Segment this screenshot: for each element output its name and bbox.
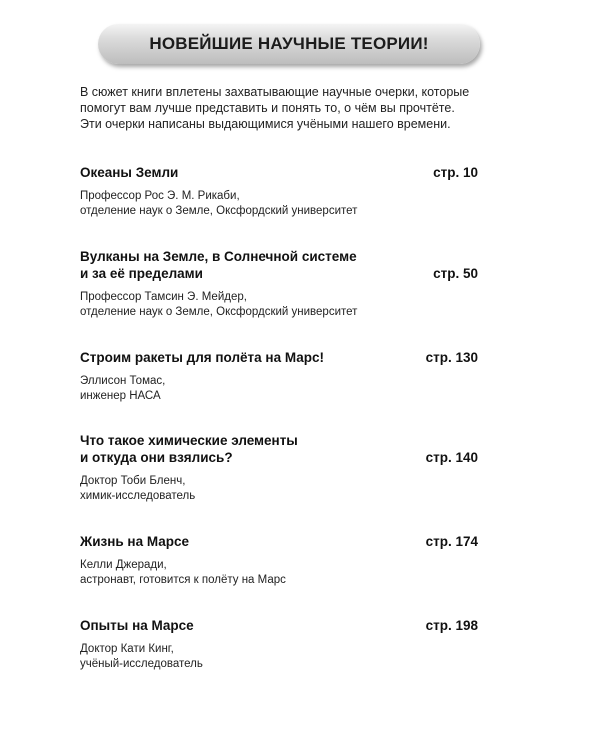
intro-line: Эти очерки написаны выдающимися учёными нашего времени.: [80, 117, 451, 131]
toc-entry-volcanoes: [80, 248, 478, 320]
entry-title-line: Вулканы на Земле, в Солнечной системе: [80, 249, 357, 264]
entry-title: [80, 533, 400, 550]
entry-author-line: химик-исследователь: [80, 490, 196, 502]
entry-author: [80, 374, 478, 404]
entry-author-line: инженер НАСА: [80, 390, 161, 402]
entry-author: [80, 474, 478, 504]
entry-author: [80, 642, 478, 672]
entry-author-line: отделение наук о Земле, Оксфордский университет: [80, 306, 358, 318]
entry-title-line: Океаны Земли: [80, 165, 179, 180]
entry-title-line: Что такое химические элементы: [80, 433, 298, 448]
toc-entry-life-on-mars: [80, 533, 478, 588]
page-title: НОВЕЙШИЕ НАУЧНЫЕ ТЕОРИИ!: [149, 34, 429, 53]
entry-title-line: и за её пределами: [80, 266, 203, 281]
entry-title: [80, 164, 400, 181]
entry-author-line: Профессор Тамсин Э. Мейдер,: [80, 291, 247, 303]
toc-entry-oceans: [80, 164, 478, 219]
intro-line: помогут вам лучше представить и понять то, о чём вы прочтёте.: [80, 101, 455, 115]
entry-title: [80, 432, 400, 466]
entry-title-line: Опыты на Марсе: [80, 618, 194, 633]
entry-author-line: Эллисон Томас,: [80, 375, 166, 387]
entry-author: [80, 290, 478, 320]
entry-page-number: стр. 50: [433, 266, 478, 281]
entry-author-line: Келли Джеради,: [80, 559, 167, 571]
intro-line: В сюжет книги вплетены захватывающие научные очерки, которые: [80, 85, 470, 99]
entry-page-number: стр. 130: [425, 350, 478, 365]
entry-author: [80, 189, 478, 219]
entry-title-line: и откуда они взялись?: [80, 450, 233, 465]
entry-author-line: Профессор Рос Э. М. Рикаби,: [80, 190, 240, 202]
toc-entry-experiments-on-mars: [80, 617, 478, 672]
toc-entry-rockets: [80, 349, 478, 404]
header-banner: [98, 24, 480, 64]
entry-title-line: Жизнь на Марсе: [80, 534, 190, 549]
entry-author-line: учёный-исследователь: [80, 658, 203, 670]
entry-author: [80, 558, 478, 588]
entry-page-number: стр. 10: [433, 165, 478, 180]
entry-author-line: отделение наук о Земле, Оксфордский университет: [80, 205, 358, 217]
toc-entry-chemical-elements: [80, 432, 478, 504]
entry-author-line: Доктор Кати Кинг,: [80, 643, 174, 655]
entry-author-line: Доктор Тоби Бленч,: [80, 475, 186, 487]
entry-page-number: стр. 174: [425, 534, 478, 549]
entry-title: [80, 349, 400, 366]
intro-paragraph: [80, 84, 520, 132]
entry-author-line: астронавт, готовится к полёту на Марс: [80, 574, 286, 586]
entry-title: [80, 248, 400, 282]
entry-page-number: стр. 140: [425, 450, 478, 465]
entry-page-number: стр. 198: [425, 618, 478, 633]
entry-title: [80, 617, 400, 634]
entry-title-line: Строим ракеты для полёта на Марс!: [80, 350, 324, 365]
